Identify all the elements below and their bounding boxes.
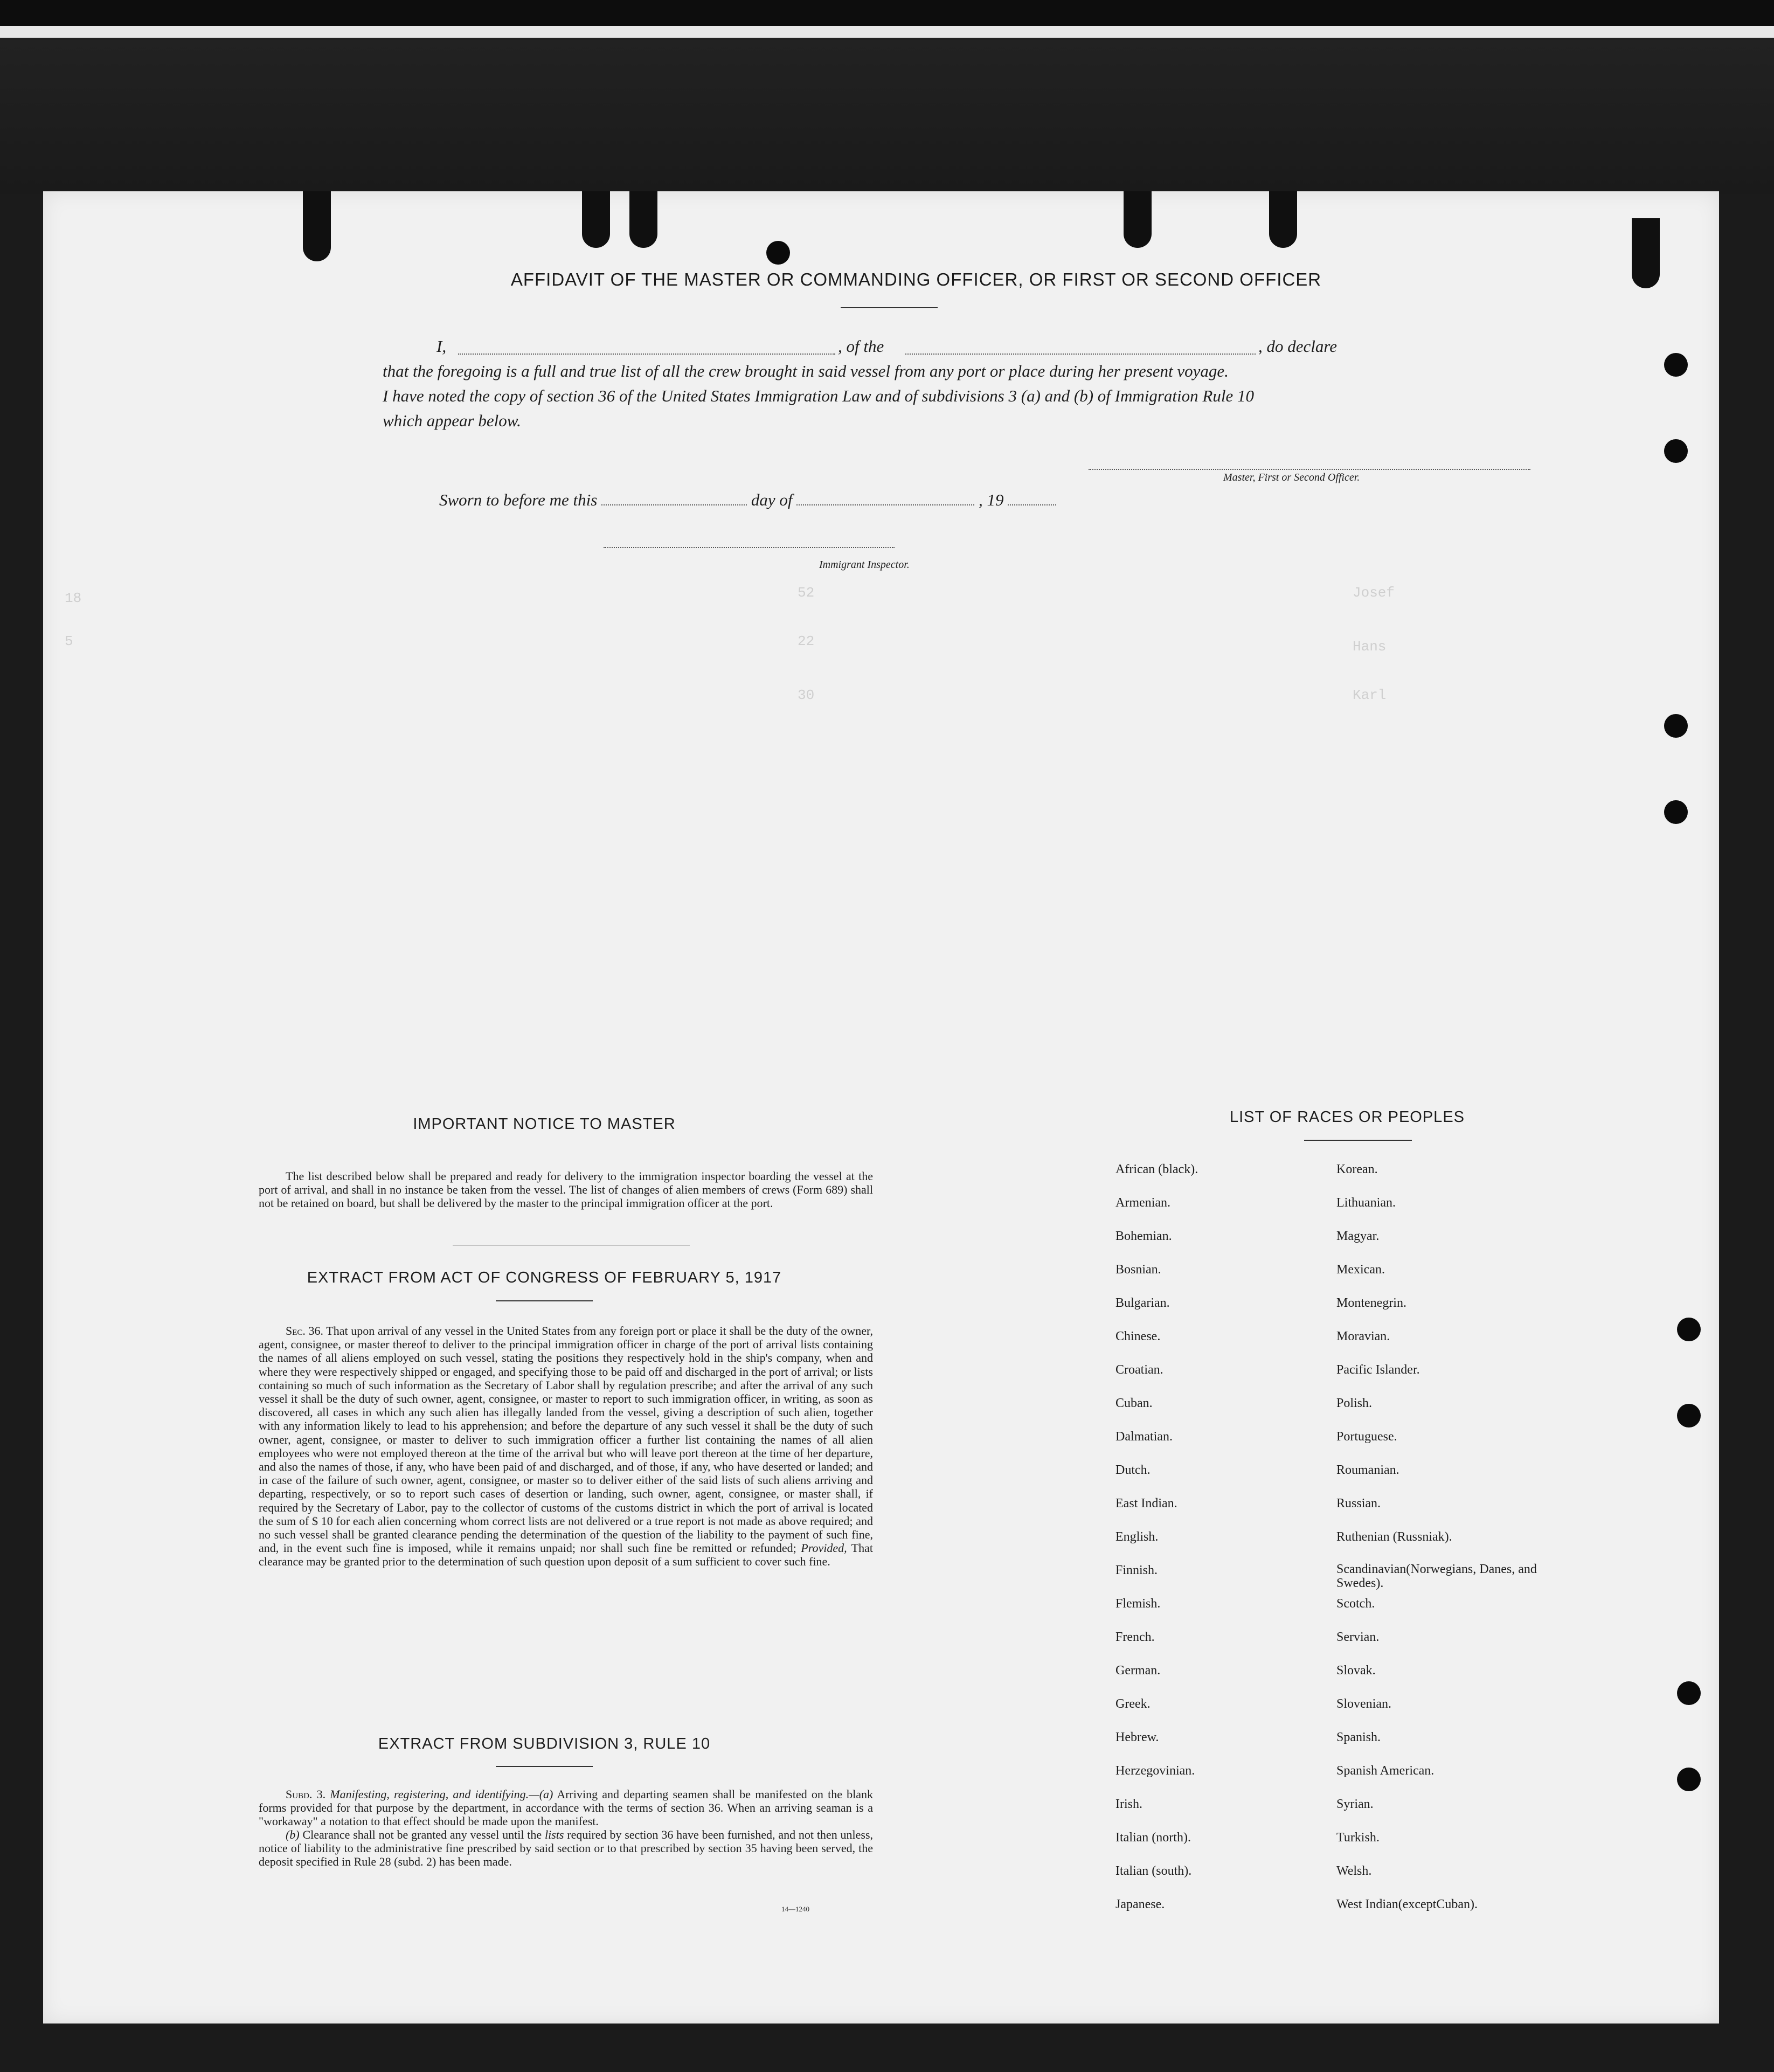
master-caption: Master, First or Second Officer. (1223, 472, 1360, 483)
race-item: Servian. (1336, 1630, 1380, 1644)
sworn-day-field[interactable] (601, 490, 747, 505)
race-item: Mexican. (1336, 1263, 1385, 1277)
race-item: Welsh. (1336, 1864, 1372, 1878)
para-b-lists: lists (544, 1828, 564, 1841)
inspector-caption: Immigrant Inspector. (819, 559, 910, 571)
race-item: Italian (north). (1115, 1831, 1191, 1845)
race-item: Japanese. (1115, 1897, 1165, 1911)
race-item: English. (1115, 1530, 1159, 1544)
binding-tab (629, 191, 657, 248)
act-extract-title: EXTRACT FROM ACT OF CONGRESS OF FEBRUARY 5, 1917 (307, 1269, 782, 1286)
sec-label: Sec. 36. (286, 1324, 324, 1338)
binding-tab (1269, 191, 1297, 248)
binding-tab (1124, 191, 1152, 248)
race-item: Herzegovinian. (1115, 1764, 1195, 1778)
binding-tab (1632, 218, 1660, 288)
race-item: Moravian. (1336, 1329, 1390, 1343)
race-item: Italian (south). (1115, 1864, 1192, 1878)
race-item: Spanish American. (1336, 1764, 1435, 1778)
race-item: Pacific Islander. (1336, 1363, 1420, 1377)
race-item: Bosnian. (1115, 1263, 1161, 1277)
race-item: Korean. (1336, 1162, 1378, 1176)
race-item: West Indian(exceptCuban). (1336, 1897, 1478, 1911)
para-b-part2: required by section 36 have been furnished, and not then unless, notice of liability to the administrative fine prescribed by said section or to that prescribed by section 35 having been served, the deposit specified in Rule 28 (subd. 2) has been made. (259, 1828, 874, 1868)
declare-line-2: that the foregoing is a full and true list of all the crew brought in said vessel from any port or place during her present voyage. (383, 362, 1229, 380)
race-item: Chinese. (1115, 1329, 1161, 1343)
punch-hole (1664, 439, 1688, 463)
punch-hole (1664, 800, 1688, 824)
binding-tab (582, 191, 610, 248)
form-number: 14—1240 (781, 1905, 809, 1913)
race-item: Flemish. (1115, 1597, 1161, 1611)
race-item: Finnish. (1115, 1563, 1158, 1577)
race-item: Bulgarian. (1115, 1296, 1170, 1310)
subd-label: Subd. 3. (286, 1787, 326, 1801)
race-item: Armenian. (1115, 1196, 1170, 1210)
document-page (43, 191, 1719, 2024)
declare-of-the: , of the (838, 337, 884, 356)
affidavit-title: AFFIDAVIT OF THE MASTER OR COMMANDING OFFICER, OR FIRST OR SECOND OFFICER (510, 269, 1322, 289)
punch-hole (1677, 1318, 1701, 1341)
bleed-through-text: Josef (1353, 585, 1395, 601)
proviso-text: That clearance may be granted prior to the determination of such question upon deposit of a sum sufficient to cover such fine. (259, 1541, 874, 1569)
punch-hole (1664, 714, 1688, 738)
declare-line-4: which appear below. (383, 411, 521, 430)
proviso-word: Provided, (801, 1541, 847, 1555)
race-item: East Indian. (1115, 1496, 1177, 1510)
title-rule (841, 307, 938, 308)
race-item: Greek. (1115, 1697, 1151, 1711)
para-b-part1: Clearance shall not be granted any vessel until the (302, 1828, 542, 1841)
sworn-year-field[interactable] (1008, 490, 1056, 505)
subd-heading: Manifesting, registering, and identifying.—(a) (330, 1787, 553, 1801)
race-item: Lithuanian. (1336, 1196, 1396, 1210)
rule-extract-title: EXTRACT FROM SUBDIVISION 3, RULE 10 (378, 1735, 711, 1752)
race-item: Irish. (1115, 1797, 1142, 1811)
binding-tab (303, 191, 331, 261)
race-item: Polish. (1336, 1396, 1373, 1410)
bleed-through-text: 22 (798, 633, 815, 649)
scan-background (0, 38, 1774, 194)
master-signature-field[interactable] (1089, 469, 1530, 470)
sworn-month-field[interactable] (796, 490, 974, 505)
race-item: Scotch. (1336, 1597, 1375, 1611)
declare-do-declare: , do declare (1258, 337, 1338, 356)
rule-extract-body (259, 1787, 873, 1868)
race-item: Hebrew. (1115, 1730, 1159, 1744)
bleed-through-text: 52 (798, 585, 815, 601)
bleed-through-text: Karl (1353, 687, 1387, 703)
sworn-day-of: day of (751, 490, 793, 509)
punch-hole (766, 241, 790, 265)
punch-hole (1677, 1768, 1701, 1791)
race-item: Roumanian. (1336, 1463, 1399, 1477)
notice-text: The list described below shall be prepared and ready for delivery to the immigration inspector boarding the vessel at the port of arrival, and shall in no instance be taken from the vessel. The list of changes of alien members of crews (Form 689) shall not be retained on board, but shall be delivered by the master to the principal immigration officer at the port. (259, 1169, 873, 1210)
race-item: Slovak. (1336, 1664, 1376, 1678)
sworn-line (439, 490, 1056, 510)
notice-body (259, 1169, 873, 1210)
race-item: Montenegrin. (1336, 1296, 1406, 1310)
section-rule (1304, 1140, 1412, 1141)
race-item: Scandinavian(Norwegians, Danes, and Swedes). (1336, 1562, 1537, 1590)
vessel-name-field[interactable] (905, 339, 1256, 355)
declarant-name-field[interactable] (458, 339, 835, 355)
para-b-label: (b) (286, 1828, 300, 1841)
sworn-year-prefix: , 19 (978, 490, 1004, 509)
races-title: LIST OF RACES OR PEOPLES (1229, 1108, 1465, 1126)
bleed-through-text: 18 (65, 590, 82, 606)
bleed-through-text: 5 (65, 633, 73, 649)
race-item: Russian. (1336, 1496, 1381, 1510)
races-column-1 (1115, 1161, 1198, 1930)
section-rule (496, 1300, 593, 1301)
race-item: Dalmatian. (1115, 1430, 1173, 1444)
punch-hole (1677, 1404, 1701, 1427)
race-item: Bohemian. (1115, 1229, 1172, 1243)
race-item: Croatian. (1115, 1363, 1163, 1377)
bleed-through-text: 30 (798, 687, 815, 703)
act-extract-body (259, 1324, 873, 1569)
race-item: Dutch. (1115, 1463, 1151, 1477)
inspector-signature-field[interactable] (604, 547, 895, 548)
punch-hole (1677, 1681, 1701, 1705)
races-column-2 (1336, 1161, 1541, 1930)
sworn-before: Sworn to before me this (439, 490, 598, 509)
race-item: Slovenian. (1336, 1697, 1391, 1711)
race-item: Portuguese. (1336, 1430, 1397, 1444)
declare-line-3: I have noted the copy of section 36 of the United States Immigration Law and of subdivisions 3 (a) and (b) of Immigration Rule 10 (383, 386, 1254, 405)
race-item: Cuban. (1115, 1396, 1153, 1410)
section-rule (496, 1766, 593, 1767)
punch-hole (1664, 353, 1688, 377)
race-item: French. (1115, 1630, 1155, 1644)
race-item: African (black). (1115, 1162, 1198, 1176)
declare-i: I, (436, 337, 447, 356)
race-item: Syrian. (1336, 1797, 1374, 1811)
para-a: Arriving and departing seamen shall be manifested on the blank forms provided for that purpose by the department, in accordance with the terms of section 36. When an arriving seaman is a "workaway" a notation to that effect should be made upon the manifest. (259, 1787, 873, 1828)
sec-text: That upon arrival of any vessel in the United States from any foreign port or place it shall be the duty of the owner, agent, consignee, or master thereof to deliver to the principal immigration officer in charge of the port of arrival lists containing the names of all aliens employed on such vessel, stating the positions they respectively hold in the ship's company, when and where they were respectively shipped or engaged, and specifying those to be paid off and discharged in the port of arrival; or lists containing so much of such information as the Secretary of Labor shall by regulation prescribe; and after the arrival of any such vessel it shall be the duty of such owner, agent, consignee, or master to report to such immigration officer, in writing, as soon as discovered, all cases in which any such alien has illegally landed from the vessel, giving a description of such alien, together with any information likely to lead to his apprehension; and before the departure of any such vessel it shall be the duty of such owner, agent, consignee, or master to deliver to such immigration officer a further list containing the names of all alien employees who were not employed thereon at the time of the arrival but who will leave port thereon at the time of her departure, and also the names of those, if any, who have been paid of and discharged, and of those, if any, who have deserted or landed; and in case of the failure of such owner, agent, consignee, or master so to deliver either of the said lists of such aliens arriving and departing, respectively, or so to report such cases of desertion or landing, such owner, agent, consignee, or master shall, if required by the Secretary of Labor, pay to the collector of customs of the customs district in which the port of arrival is located the sum of $ 10 for each alien concerning whom correct lists are not delivered or a true report is not made as above required; and no such vessel shall be granted clearance pending the determination of the question of the liability to the payment of such fine, and, in the event such fine is imposed, while it remains unpaid; nor shall such fine be remitted or refunded; (259, 1324, 874, 1555)
affidavit-declaration (383, 334, 1450, 433)
scan-top-edge (0, 26, 1774, 38)
race-item: Ruthenian (Russniak). (1336, 1530, 1452, 1544)
notice-title: IMPORTANT NOTICE TO MASTER (413, 1115, 676, 1133)
race-item: German. (1115, 1664, 1161, 1678)
race-item: Spanish. (1336, 1730, 1381, 1744)
bleed-through-text: Hans (1353, 639, 1387, 655)
race-item: Magyar. (1336, 1229, 1380, 1243)
race-item: Turkish. (1336, 1831, 1380, 1845)
